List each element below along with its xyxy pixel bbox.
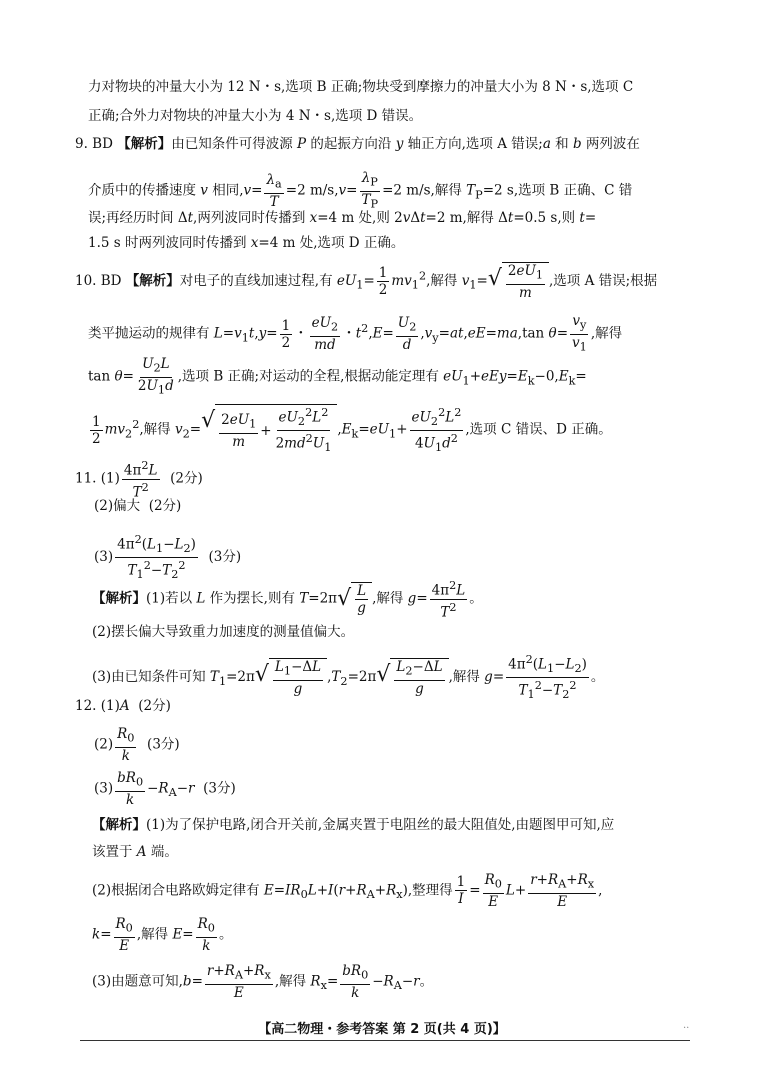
margin-mark: .. [683, 1020, 690, 1031]
question-9: 9. BD 【解析】由已知条件可得波源 P 的起振方向沿 y 轴正方向,选项 A 错误;a 和 b 两列波在 [75, 136, 640, 152]
answer-12-3: (3) $\frac{bR_0}{k}$ $-R_A-r$ (3分) [94, 770, 236, 808]
answer-11-3: (3) $\frac{4\pi^2(L_1-L_2)}{T_1^2-T_2^2}$ (3分) [94, 533, 242, 582]
analysis-12-2: (2)根据闭合电路欧姆定律有 $E=IR_0L+I(r+R_A+R_x)$,整理得 $\frac{1}{I}$ = $\frac{R_0}{E}$ L+ $\frac{r+R_A+R_x}{E}$ , [92, 872, 603, 910]
text-line: tan θ= $\frac{U_2L}{2U_1d}$ ,选项 B 正确;对运动的全程,根据动能定理有 $eU_1+eEy=E_k-0,E_k=$ [88, 356, 587, 397]
answer-12-2: (2) $\frac{R_0}{k}$ (3分) [94, 726, 180, 764]
analysis-11-2: (2)摆长偏大导致重力加速度的测量值偏大。 [92, 624, 355, 640]
text-line: 1.5 s 时两列波同时传播到 x=4 m 处,选项 D 正确。 [88, 235, 405, 251]
text-line: 误;再经历时间 Δt,两列波同时传播到 x=4 m 处,则 2vΔt=2 m,解得 Δt=0.5 s,则 t= [88, 210, 597, 226]
page-footer: 【高二物理・参考答案 第 2 页(共 4 页)】 [258, 1022, 506, 1037]
answer-11-2: (2)偏大 (2分) [94, 498, 182, 514]
text-line: 该置于 A 端。 [92, 844, 178, 860]
analysis-12-3: (3)由题意可知,b= $\frac{r+R_A+R_x}{E}$ ,解得 $R_x=$ $\frac{bR_0}{k}$ $-R_A-r$。 [92, 963, 434, 1001]
analysis-11-1: 【解析】(1)若以 L 作为摆长,则有 T=2π √ $\frac{L}{g}$ ,解得 g= $\frac{4\pi^2L}{T^2}$ 。 [92, 579, 483, 620]
analysis-12-1: 【解析】(1)为了保护电路,闭合开关前,金属夹置于电阻丝的最大阻值处,由题图甲可知,应 [92, 817, 615, 833]
text-line: 力对物块的冲量大小为 12 N・s,选项 B 正确;物块受到摩擦力的冲量大小为 8 N・s,选项 C [88, 79, 634, 95]
analysis-tag: 【解析】 [117, 136, 172, 152]
analysis-11-3: (3)由已知条件可知 $T_1=2\pi$ √ $\frac{L_1-\Delta L}{g}$ $,T_2=2\pi$ √ $\frac{L_2-\Delta L}{g}$ ,解得 g= $\frac{4\pi^2(L_1-L_2)}{T_1^2-T_2^2}$ 。 [92, 653, 605, 702]
text-line: 类平抛运动的规律有 $L=v_1t,y=$ $\frac{1}{2}$ ・ $\frac{eU_2}{md}$ ・$t^2,E=$ $\frac{U_2}{d}$ $,v_y=at,eE=ma,\tan$ θ= $\frac{v_y}{v_1}$ ,解得 [88, 313, 623, 354]
text-line: 正确;合外力对物块的冲量大小为 4 N・s,选项 D 错误。 [88, 108, 423, 124]
question-10: 10. BD 【解析】对电子的直线加速过程,有 $eU_1=$ $\frac{1}{2}$ $mv_1^2$,解得 $v_1=$ √ $\frac{2eU_1}{m}$ ,选项 A 错误;根据 [75, 263, 658, 301]
text-line: k= $\frac{R_0}{E}$ ,解得 E= $\frac{R_0}{k}$ 。 [92, 916, 233, 954]
text-line: 介质中的传播速度 v 相同,v= $\frac{\lambda_a}{T}$ =2 m/s,v= $\frac{\lambda_P}{T_P}$ =2 m/s,解得 $T_P=2$ s,选项 B 正确、C 错 [88, 170, 633, 211]
text-line: $\frac{1}{2}$ $mv_2^2$,解得 $v_2=$ √ $\frac{2eU_1}{m}$ + $\frac{eU_2^2L^2}{2md^2U_1}$ $,E_k=eU_1+$ $\frac{eU_2^2L^2}{4U_1d^2}$ ,选项 C 错误、D 正确。 [92, 405, 612, 455]
question-11: 11. (1) $\frac{4\pi^2L}{T^2}$ (2分) [75, 459, 203, 500]
question-12: 12. (1)A (2分) [75, 698, 171, 714]
footer-divider [80, 1040, 690, 1041]
